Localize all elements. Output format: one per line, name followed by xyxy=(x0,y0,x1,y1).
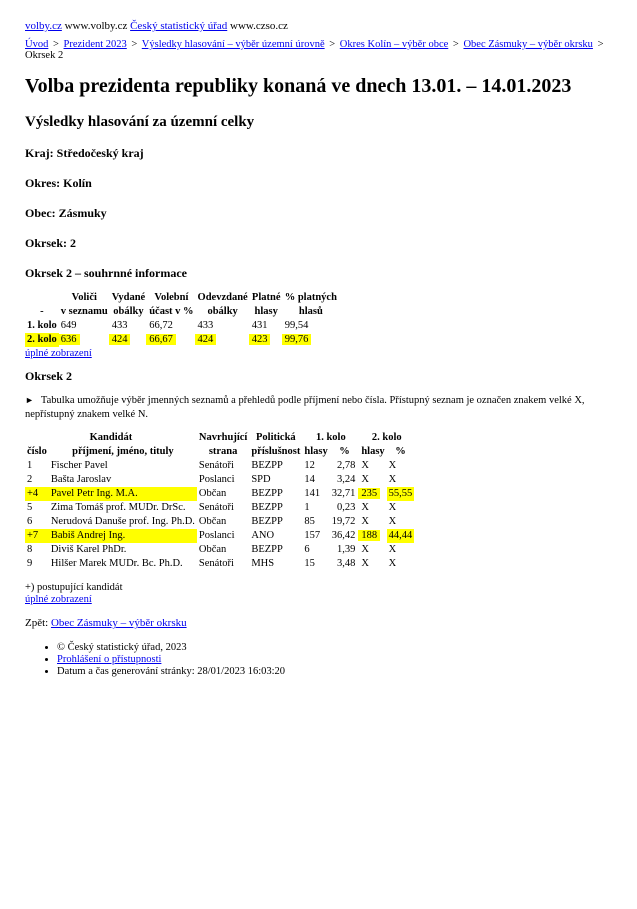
highlighted-value: 424 xyxy=(195,334,217,345)
round2-pct: 55,55 xyxy=(387,487,415,501)
summary-header-row-1 xyxy=(25,291,339,305)
col-header-pct-1: % xyxy=(339,445,350,457)
candidate-party: Občan xyxy=(198,487,227,499)
highlighted-value: 423 xyxy=(249,334,271,345)
candidate-name: Pavel Petr Ing. M.A. xyxy=(49,487,197,501)
summary-row-kolo1 xyxy=(25,319,339,333)
col-header-pct-2: % xyxy=(395,445,406,457)
candidate-party: Poslanci xyxy=(198,473,235,485)
round2-votes: X xyxy=(361,501,369,513)
col-header-kolo1: 1. kolo xyxy=(315,431,346,443)
summary-cell: 433 xyxy=(197,320,214,332)
round1-votes: 1 xyxy=(304,501,310,513)
candidate-name: Bašta Jaroslav xyxy=(50,473,112,485)
round2-pct: X xyxy=(388,459,397,471)
round1-pct: 36,42 xyxy=(331,530,356,542)
candidate-row xyxy=(25,557,414,571)
round1-votes: 12 xyxy=(304,459,315,471)
copyright: • © Český statistický úřad, 2023 xyxy=(57,642,615,653)
note-text: Tabulka umožňuje výběr jmenných seznamů a přehledů podle příjmení nebo čísla. Přístupný seznam je označen znakem velké X, nepřístupný znakem velké N. xyxy=(25,395,585,421)
round1-votes: 6 xyxy=(304,544,310,556)
round2-votes: X xyxy=(361,473,369,485)
candidate-row xyxy=(25,459,414,473)
candidate-number: 2 xyxy=(27,473,33,485)
candidate-affiliation: BEZPP xyxy=(251,487,283,499)
volby-url-text: www.volby.cz xyxy=(64,20,128,32)
candidate-row xyxy=(25,487,414,501)
breadcrumb-link-uvod[interactable]: Úvod xyxy=(25,39,49,50)
breadcrumb-separator: > xyxy=(131,39,138,50)
round1-pct: 3,48 xyxy=(336,558,356,570)
round1-votes: 14 xyxy=(304,473,315,485)
highlighted-value: 188 xyxy=(358,530,380,541)
col-header-pct-platnych: % platných xyxy=(284,292,337,303)
okres-line: Okres: Kolín xyxy=(25,176,92,190)
round1-votes: 15 xyxy=(304,558,315,570)
candidate-row xyxy=(25,501,414,515)
summary-cell xyxy=(283,333,339,347)
candidate-number: +7 xyxy=(25,529,49,543)
candidate-party: Senátoři xyxy=(198,501,234,513)
candidates-header-row-2 xyxy=(25,445,414,459)
summary-full-view-link[interactable]: úplné zobrazení xyxy=(25,348,92,360)
back-line xyxy=(25,617,615,629)
round2-pct: 44,44 xyxy=(387,529,415,543)
round2-votes: X xyxy=(361,544,369,556)
candidate-affiliation: ANO xyxy=(251,530,275,542)
col-header-navrhujici: Navrhující xyxy=(198,431,248,443)
candidate-row xyxy=(25,543,414,557)
col-header-kolo2: 2. kolo xyxy=(371,431,402,443)
col-header-obalky-1: obálky xyxy=(113,306,144,318)
breadcrumb-link-vysledky[interactable]: Výsledky hlasování – výběr územní úrovně xyxy=(141,39,325,50)
round2-votes: X xyxy=(361,459,369,471)
round1-pct: 32,71 xyxy=(331,487,356,499)
candidate-number: 8 xyxy=(27,544,33,556)
round1-pct: 19,72 xyxy=(331,515,356,527)
round2-pct: X xyxy=(388,515,397,527)
round1-pct: 2,78 xyxy=(336,459,356,471)
round1-pct: 3,24 xyxy=(336,473,356,485)
advancing-candidate-footnote: +) postupující kandidát xyxy=(25,582,123,594)
candidate-party: Občan xyxy=(198,544,227,556)
candidate-party: Občan xyxy=(198,515,227,527)
round1-votes: 157 xyxy=(304,530,321,542)
col-header-kandidat: Kandidát xyxy=(89,431,133,443)
candidate-affiliation: BEZPP xyxy=(251,501,283,513)
candidate-affiliation: MHS xyxy=(251,558,275,570)
note-marker-icon: ► xyxy=(25,395,34,406)
round2-pct: X xyxy=(388,501,397,513)
round2-votes xyxy=(359,529,386,543)
candidate-row xyxy=(25,473,414,487)
breadcrumb-separator: > xyxy=(52,39,59,50)
candidate-affiliation: BEZPP xyxy=(251,459,283,471)
volby-cz-link[interactable]: volby.cz xyxy=(25,20,62,32)
col-header-ucast: účast v % xyxy=(149,306,194,318)
col-header-hlasy: hlasy xyxy=(254,306,278,318)
col-header-v-seznamu: v seznamu xyxy=(60,306,108,318)
row-label: 2. kolo xyxy=(25,333,59,347)
candidate-party: Senátoři xyxy=(198,459,234,471)
candidate-party: Senátoři xyxy=(198,558,234,570)
candidate-number: 6 xyxy=(27,515,33,527)
summary-cell xyxy=(196,333,250,347)
breadcrumb-link-obec[interactable]: Obec Zásmuky – výběr okrsku xyxy=(463,39,593,50)
highlighted-value: 99,76 xyxy=(282,334,312,345)
candidates-header-row-1 xyxy=(25,431,414,445)
col-header-vydane: Vydané xyxy=(111,292,146,303)
summary-cell: 99,54 xyxy=(284,320,309,332)
col-header-cislo: číslo xyxy=(27,445,47,457)
okrsek-line: Okrsek: 2 xyxy=(25,236,76,250)
summary-header-row-2 xyxy=(25,305,339,319)
czso-url-text: www.czso.cz xyxy=(230,20,288,32)
breadcrumb-link-okres[interactable]: Okres Kolín – výběr obce xyxy=(339,39,449,50)
candidate-name: Hilšer Marek MUDr. Bc. Ph.D. xyxy=(50,558,183,570)
col-header-obalky-2: obálky xyxy=(207,306,238,318)
highlighted-value: 235 xyxy=(358,488,380,499)
candidate-name: Nerudová Danuše prof. Ing. Ph.D. xyxy=(50,515,195,527)
summary-cell xyxy=(59,333,110,347)
breadcrumb xyxy=(25,39,615,61)
highlighted-value: 636 xyxy=(58,334,80,345)
page-subtitle: Výsledky hlasování za územní celky xyxy=(25,114,255,130)
candidate-name: Babiš Andrej Ing. xyxy=(49,529,197,543)
obec-line: Obec: Zásmuky xyxy=(25,206,107,220)
table-note xyxy=(25,394,615,422)
candidate-name: Diviš Karel PhDr. xyxy=(50,544,127,556)
col-header-volici: Voliči xyxy=(71,292,97,303)
candidate-party: Poslanci xyxy=(198,530,235,542)
round2-votes xyxy=(359,487,386,501)
round2-votes: X xyxy=(361,558,369,570)
highlighted-value: 66,67 xyxy=(146,334,176,345)
round2-votes: X xyxy=(361,515,369,527)
highlighted-value: 424 xyxy=(109,334,131,345)
round2-pct: X xyxy=(388,558,397,570)
accessibility-link[interactable]: Prohlášení o přístupnosti xyxy=(57,654,162,666)
col-header-politicka: Politická xyxy=(256,431,296,443)
summary-cell xyxy=(147,333,195,347)
round2-pct: X xyxy=(388,473,397,485)
back-link[interactable]: Obec Zásmuky – výběr okrsku xyxy=(50,617,187,630)
summary-cell: 649 xyxy=(60,320,77,332)
row-label: 1. kolo xyxy=(27,320,57,332)
czso-link[interactable]: Český statistický úřad xyxy=(130,20,228,32)
summary-table xyxy=(25,291,339,347)
col-header-dash: - xyxy=(40,306,44,318)
summary-cell: 66,72 xyxy=(149,320,173,332)
candidates-full-view-link[interactable]: úplné zobrazení xyxy=(25,594,92,606)
candidate-name: Zima Tomáš prof. MUDr. DrSc. xyxy=(50,501,186,513)
round1-pct: 0,23 xyxy=(336,501,356,513)
col-header-hlasy-1: hlasy xyxy=(304,445,328,457)
breadcrumb-separator: > xyxy=(452,39,459,50)
page-title: Volba prezidenta republiky konaná ve dnech 13.01. – 14.01.2023 xyxy=(25,75,572,97)
accessibility-item xyxy=(57,654,615,665)
round2-pct: X xyxy=(388,544,397,556)
col-header-hlasy-2: hlasy xyxy=(361,445,385,457)
col-header-volebni: Volební xyxy=(154,292,189,303)
summary-cell xyxy=(110,333,147,347)
candidate-number: 1 xyxy=(27,459,33,471)
generated-timestamp: • Datum a čas generování stránky: 28/01/2023 16:03:20 xyxy=(57,666,615,677)
breadcrumb-separator: > xyxy=(597,39,604,50)
candidate-row xyxy=(25,529,414,543)
col-header-prislusnost: příslušnost xyxy=(251,445,301,457)
header-links-bar xyxy=(25,20,615,32)
summary-row-kolo2 xyxy=(25,333,339,347)
back-label: Zpět: xyxy=(25,617,49,630)
precinct-heading: Okrsek 2 xyxy=(25,369,73,384)
breadcrumb-separator: > xyxy=(329,39,336,50)
candidate-row xyxy=(25,515,414,529)
candidate-name: Fischer Pavel xyxy=(50,459,108,471)
round1-votes: 85 xyxy=(304,515,315,527)
candidate-number: 9 xyxy=(27,558,33,570)
candidate-affiliation: BEZPP xyxy=(251,544,283,556)
candidates-table xyxy=(25,431,414,572)
summary-cell: 433 xyxy=(111,320,128,332)
kraj-line: Kraj: Středočeský kraj xyxy=(25,146,144,160)
breadcrumb-current: Okrsek 2 xyxy=(25,50,64,61)
summary-cell xyxy=(250,333,283,347)
breadcrumb-link-prezident[interactable]: Prezident 2023 xyxy=(63,39,127,50)
summary-section-heading: Okrsek 2 – souhrnné informace xyxy=(25,266,187,280)
col-header-platne: Platné xyxy=(251,292,281,303)
round1-votes: 141 xyxy=(304,487,321,499)
footer-list xyxy=(25,642,615,677)
candidate-affiliation: BEZPP xyxy=(251,515,283,527)
col-header-jmeno: příjmení, jméno, tituly xyxy=(72,445,174,457)
candidate-affiliation: SPD xyxy=(251,473,271,485)
col-header-hlasu: hlasů xyxy=(298,306,323,318)
summary-cell: 431 xyxy=(251,320,268,332)
col-header-strana: strana xyxy=(208,445,238,457)
candidate-number: +4 xyxy=(25,487,49,501)
col-header-odevzdane: Odevzdané xyxy=(197,292,248,303)
candidate-number: 5 xyxy=(27,501,33,513)
round1-pct: 1,39 xyxy=(336,544,356,556)
